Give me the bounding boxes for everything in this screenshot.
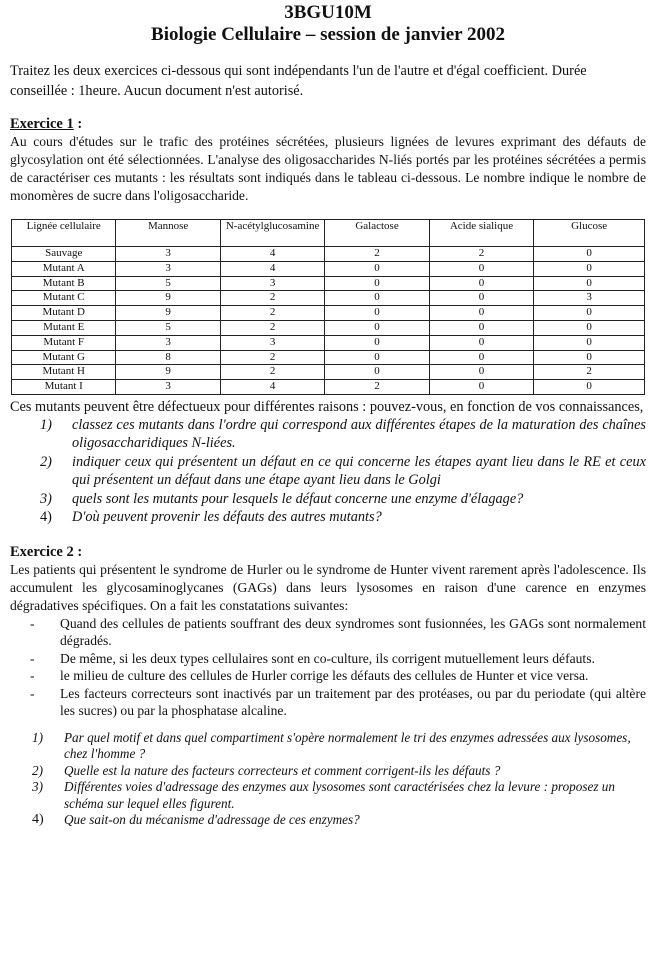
cell-sugar-count: 0 [534, 335, 645, 350]
cell-sugar-count: 0 [429, 291, 533, 306]
cell-sugar-count: 0 [325, 261, 429, 276]
cell-sugar-count: 0 [429, 276, 533, 291]
cell-line-name: Mutant F [12, 335, 116, 350]
observation-item [30, 685, 646, 720]
cell-sugar-count: 3 [534, 291, 645, 306]
question-item [40, 490, 646, 509]
observation-text: De même, si les deux types cellulaires sont en co-culture, ils corrigent mutuellement leurs défauts. [60, 650, 595, 666]
cell-line-name: Mutant I [12, 380, 116, 395]
question-text: quels sont les mutants pour lesquels le défaut concerne une enzyme d'élagage? [72, 490, 524, 507]
cell-sugar-count: 2 [220, 306, 324, 321]
cell-sugar-count: 9 [116, 291, 220, 306]
cell-sugar-count: 0 [325, 365, 429, 380]
question-text: classez ces mutants dans l'ordre qui correspond aux différentes étapes de la maturation des chaînes oligosaccharidiques N-liées. [72, 416, 646, 452]
bullet-dash: - [30, 650, 35, 666]
question-number: 4) [40, 509, 52, 526]
table-row [12, 380, 645, 395]
cell-sugar-count: 0 [325, 306, 429, 321]
cell-line-name: Mutant E [12, 320, 116, 335]
table-row [12, 335, 645, 350]
cell-sugar-count: 5 [116, 320, 220, 335]
question-number: 3) [32, 779, 43, 795]
exercise2-questions [32, 730, 646, 829]
question-text: Quelle est la nature des facteurs correcteurs et comment corrigent-ils les défauts ? [64, 762, 501, 778]
cell-sugar-count: 0 [429, 306, 533, 321]
table-row [12, 276, 645, 291]
table-row [12, 247, 645, 262]
exercise2-text: Les patients qui présentent le syndrome de Hurler ou le syndrome de Hunter vivent rarement après l'adolescence. Ils accumulent les glycosaminoglycanes (GAGs) dans leurs lysosomes en raison d'une carence en enzymes dégradatives spécifiques. On a fait les constatations suivantes: [10, 561, 646, 613]
observation-item [30, 615, 646, 650]
cell-sugar-count: 2 [325, 247, 429, 262]
cell-sugar-count: 3 [116, 247, 220, 262]
question-item [32, 730, 646, 763]
question-number: 1) [32, 729, 43, 745]
header-cell: Mannose [116, 220, 220, 247]
cell-sugar-count: 3 [116, 261, 220, 276]
cell-sugar-count: 0 [534, 350, 645, 365]
cell-sugar-count: 0 [325, 335, 429, 350]
cell-sugar-count: 4 [220, 261, 324, 276]
table-row [12, 291, 645, 306]
results-table [11, 219, 645, 395]
question-item [32, 812, 646, 829]
question-number: 3) [40, 490, 52, 507]
cell-sugar-count: 0 [429, 365, 533, 380]
cell-sugar-count: 4 [220, 247, 324, 262]
question-text: Par quel motif et dans quel compartiment s'opère normalement le tri des enzymes adressées aux lysosomes, chez l'homme ? [64, 729, 631, 762]
cell-sugar-count: 0 [534, 261, 645, 276]
question-item [40, 416, 646, 453]
question-item [40, 453, 646, 490]
cell-sugar-count: 0 [429, 320, 533, 335]
cell-sugar-count: 2 [220, 320, 324, 335]
cell-sugar-count: 0 [429, 261, 533, 276]
cell-sugar-count: 4 [220, 380, 324, 395]
cell-sugar-count: 0 [325, 276, 429, 291]
cell-sugar-count: 0 [534, 276, 645, 291]
instructions: Traitez les deux exercices ci-dessous qui sont indépendants l'un de l'autre et d'égal coefficient. Durée conseillée : 1heure. Aucun document n'est autorisé. [10, 63, 587, 99]
question-text: indiquer ceux qui présentent un défaut en ce qui concerne les étapes ayant lieu dans le RE et ceux qui présentent un défaut dans une étape ayant lieu dans le Golgi [72, 453, 646, 489]
cell-sugar-count: 2 [534, 365, 645, 380]
question-number: 2) [32, 762, 43, 778]
cell-sugar-count: 0 [429, 335, 533, 350]
question-text: Que sait-on du mécanisme d'adressage de ces enzymes? [64, 812, 360, 828]
cell-sugar-count: 2 [220, 365, 324, 380]
table-row [12, 261, 645, 276]
table-row [12, 365, 645, 380]
header-cell: Galactose [325, 220, 429, 247]
cell-line-name: Mutant H [12, 365, 116, 380]
cell-sugar-count: 0 [325, 291, 429, 306]
exercise1-title [10, 115, 646, 133]
cell-sugar-count: 8 [116, 350, 220, 365]
cell-sugar-count: 0 [534, 306, 645, 321]
cell-sugar-count: 9 [116, 306, 220, 321]
cell-sugar-count: 3 [116, 335, 220, 350]
cell-line-name: Mutant C [12, 291, 116, 306]
cell-sugar-count: 0 [534, 380, 645, 395]
table-row [12, 350, 645, 365]
exercise2-observations [30, 615, 646, 720]
cell-sugar-count: 2 [325, 380, 429, 395]
question-number: 2) [40, 453, 52, 470]
observation-text: Les facteurs correcteurs sont inactivés par un traitement par des protéases, ou par du periodate (qui altère les sucres) ou par la phosphatase alcaline. [60, 685, 646, 719]
question-text: D'où peuvent provenir les défauts des autres mutants? [72, 509, 382, 526]
cell-sugar-count: 9 [116, 365, 220, 380]
header-cell: Lignée cellulaire [12, 220, 116, 247]
cell-sugar-count: 3 [116, 380, 220, 395]
bullet-dash: - [30, 685, 35, 701]
cell-sugar-count: 0 [534, 320, 645, 335]
cell-sugar-count: 0 [325, 350, 429, 365]
header-cell: Glucose [534, 220, 645, 247]
cell-sugar-count: 2 [220, 291, 324, 306]
header-cell: N-acétylglucosamine [220, 220, 324, 247]
cell-sugar-count: 0 [325, 320, 429, 335]
table-header-row [12, 220, 645, 247]
bullet-dash: - [30, 615, 35, 631]
exercise1-text: Au cours d'études sur le trafic des protéines sécrétées, plusieurs lignées de levures exprimant des défauts de glycosylation ont été sélectionnées. L'analyse des oligosaccharides N-liés portés par les protéines sécrétées a permis de caractériser ces mutants : les résultats sont indiqués dans le tableau ci-dessous. Le nombre indique le nombre de monomères de sucre dans l'oligosaccharide. [10, 134, 646, 203]
exercise1-prompt: Ces mutants peuvent être défectueux pour différentes raisons : pouvez-vous, en fonction de vos connaissances, [10, 398, 644, 415]
exam-title: Biologie Cellulaire – session de janvier 2002 [151, 24, 505, 45]
table-row [12, 320, 645, 335]
header-cell: Acide sialique [429, 220, 533, 247]
exercise1-questions [40, 416, 646, 527]
cell-sugar-count: 2 [429, 247, 533, 262]
table-body [12, 247, 645, 395]
question-number: 4) [32, 812, 44, 828]
cell-sugar-count: 0 [429, 380, 533, 395]
observation-text: Quand des cellules de patients souffrant des deux syndromes sont fusionnées, les GAGs sont normalement dégradés. [60, 615, 646, 649]
cell-sugar-count: 0 [429, 350, 533, 365]
cell-sugar-count: 2 [220, 350, 324, 365]
question-item [40, 508, 646, 527]
question-text: Différentes voies d'adressage des enzymes aux lysosomes sont caractérisées chez la levure : proposez un schéma sur lequel elles figurent. [64, 779, 615, 811]
table-row [12, 306, 645, 321]
cell-line-name: Mutant B [12, 276, 116, 291]
exercise1-title-suffix: : [73, 116, 83, 132]
observation-item [30, 667, 646, 685]
exercise2-title: Exercice 2 : [10, 543, 83, 560]
cell-line-name: Sauvage [12, 247, 116, 262]
question-item [32, 763, 646, 780]
cell-sugar-count: 0 [534, 247, 645, 262]
question-item [32, 779, 646, 812]
course-code: 3BGU10M [284, 2, 372, 23]
cell-line-name: Mutant A [12, 261, 116, 276]
cell-sugar-count: 3 [220, 276, 324, 291]
observation-text: le milieu de culture des cellules de Hurler corrige les défauts des cellules de Hunter et vice versa. [60, 668, 589, 684]
exercise1-title-text: Exercice 1 [10, 116, 74, 132]
observation-item [30, 650, 646, 668]
cell-line-name: Mutant G [12, 350, 116, 365]
bullet-dash: - [30, 668, 35, 684]
cell-line-name: Mutant D [12, 306, 116, 321]
cell-sugar-count: 5 [116, 276, 220, 291]
cell-sugar-count: 3 [220, 335, 324, 350]
question-number: 1) [40, 416, 52, 433]
